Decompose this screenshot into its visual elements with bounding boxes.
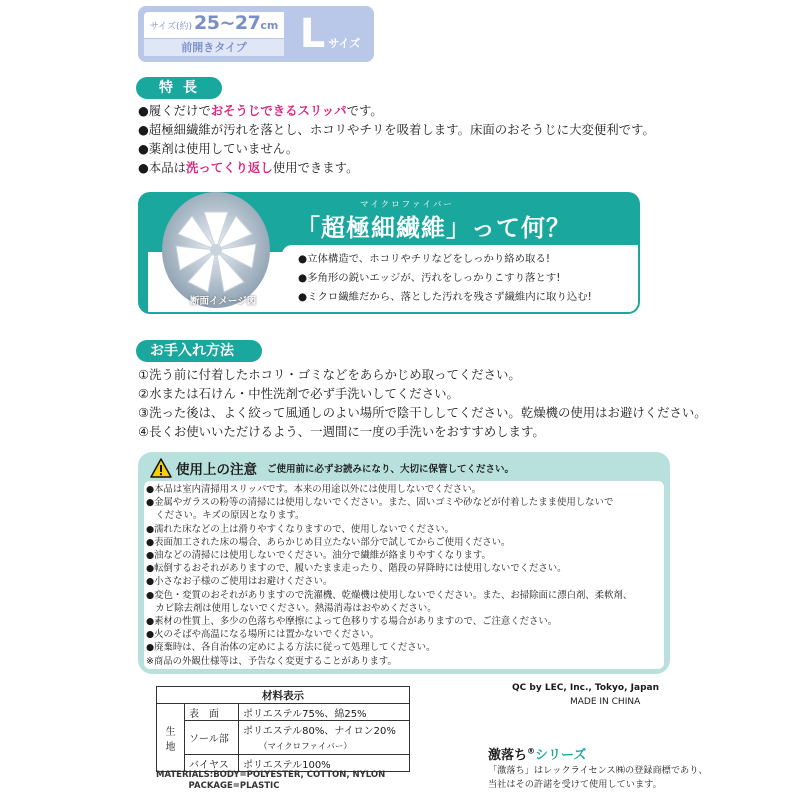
materials-part: 表 面 [185, 704, 239, 721]
caution-line: ●変色・変質のおそれがありますので洗濯機、乾燥機は使用しないでください。また、お掃除面に漂白剤、柔軟剤、 [146, 589, 633, 601]
feature-text: ●履くだけで [138, 103, 211, 118]
care-step: ②水または石けん・中性洗剤で必ず手洗いしてください。 [138, 386, 459, 401]
brand-logo: 激落ち®シリーズ [488, 746, 587, 763]
size-letter-box [286, 6, 374, 62]
caution-line: ください。キズの原因となります。 [146, 510, 305, 522]
care-step: ③洗った後は、よく絞って風通しのよい場所で陰干ししてください。乾燥機の使用はお避けください。 [138, 405, 707, 420]
care-heading: お手入れ方法 [136, 340, 262, 362]
table-row [157, 704, 410, 721]
table-row [157, 721, 410, 738]
caution-subtitle: ご使用前に必ずお読みになり、大切に保管してください。 [267, 464, 515, 475]
caution-line: ●濡れた床などの上は滑りやすくなりますので、使用しないでください。 [146, 523, 454, 535]
materials-part: バイヤス [185, 755, 239, 772]
size-range-row [144, 12, 284, 38]
caution-line: ●表面加工された床の場合、あらかじめ目立たない部分で試してからご使用ください。 [146, 536, 511, 548]
caution-header [150, 458, 514, 478]
materials-value: ポリエステル75%、綿25% [239, 704, 410, 721]
trademark-notice [488, 764, 708, 792]
feature-highlight: おそうじできるスリッパ [210, 103, 347, 118]
caution-line: ●火のそばや高温になる場所には置かないでください。 [146, 629, 380, 641]
brand-series: シリーズ [535, 748, 587, 763]
materials-header-row [157, 687, 410, 704]
feature-highlight: 洗ってくり返し [185, 160, 273, 175]
feature-item [138, 121, 655, 139]
microfiber-ruby: マイクロファイバー [360, 200, 454, 210]
microfiber-title: 「超極細繊維」って何？ [296, 214, 571, 242]
feature-text: ●薬剤は使用していません。 [138, 141, 299, 156]
size-badge [138, 6, 374, 62]
size-word: サイズ [328, 37, 361, 50]
size-info [144, 12, 284, 56]
materials-value: ポリエステル80%、ナイロン20% [239, 721, 410, 738]
warning-icon [150, 458, 172, 478]
feature-text: 使用できます。 [272, 160, 359, 175]
materials-value-sub: （マイクロファイバー） [239, 738, 410, 755]
caution-line: ※商品の外観仕様等は、予告なく変更することがあります。 [146, 655, 397, 667]
size-type: 前開きタイプ [144, 38, 284, 56]
materials-part: ソール部 [185, 721, 239, 755]
made-in-text: MADE IN CHINA [570, 697, 641, 707]
caution-line: ●金属やガラスの粉等の清掃には使用しないでください。また、固いゴミや砂などが付着したまま使用しないで [146, 497, 614, 509]
materials-header: 材料表示 [157, 687, 410, 704]
microfiber-point: ●多角形の鋭いエッジが、汚れをしっかりこすり落とす! [298, 272, 561, 284]
feature-item [138, 102, 383, 120]
caution-line: ●素材の性質上、多少の色落ちや摩擦によって色移りする場合がありますので、ご注意ください。 [146, 616, 558, 627]
caution-line: ●油などの清掃には使用しないでください。油分で繊維が絡まりやすくなります。 [146, 550, 491, 561]
caution-line: ●本品は室内清掃用スリッパです。本来の用途以外には使用しないでください。 [146, 484, 481, 495]
feature-item [138, 159, 358, 177]
trademark-line: 「激落ち」はレックライセンス㈱の登録商標であり、 [488, 765, 708, 776]
trademark-line: 当社はその許諾を受けて使用しています。 [488, 779, 662, 790]
feature-item [138, 140, 298, 158]
microfiber-point: ●ミクロ繊維だから、落とした汚れを残さず繊維内に取り込む! [298, 291, 592, 303]
brand-name: 激落ち [488, 748, 528, 763]
caution-line: ●廃棄時は、各自治体の定めによる方法に従って処理してください。 [146, 642, 436, 654]
feature-text: ●超極細繊維が汚れを落とし、ホコリやチリを吸着します。床面のおそうじに大変便利です。 [138, 122, 655, 137]
materials-english: MATERIALS:BODY=POLYESTER, COTTON, NYLON PACKAGE=PLASTIC [156, 770, 386, 791]
materials-value: ポリエステル100% [239, 755, 410, 772]
size-letter: L [299, 11, 326, 57]
size-unit: cm [260, 19, 279, 32]
materials-table [156, 686, 410, 772]
table-row [157, 755, 410, 772]
microfiber-point: ●立体構造で、ホコリやチリなどをしっかり絡め取る! [298, 253, 551, 265]
size-range: 25~27 [194, 12, 261, 34]
features-heading: 特長 [136, 77, 222, 99]
caution-line: カビ除去剤は使用しないでください。熱湯消毒はおやめください。 [146, 602, 437, 614]
care-step: ④長くお使いいただけるよう、一週間に一度の手洗いをおすすめします。 [138, 424, 545, 439]
caution-title: 使用上の注意 [176, 462, 257, 478]
caution-line: ●転倒するおそれがありますので、履いたまま走ったり、階段の昇降時には使用しないでください。 [146, 563, 567, 575]
caution-line: ●小さなお子様のご使用はお避けください。 [146, 576, 333, 588]
materials-sole-label: 生地 [157, 704, 185, 772]
care-step: ①洗う前に付着したホコリ・ゴミなどをあらかじめ取ってください。 [138, 367, 521, 382]
cross-section-caption: 断面イメージ図 [190, 296, 257, 307]
feature-text: です。 [346, 103, 383, 118]
qc-text: QC by LEC, Inc., Tokyo, Japan [512, 683, 659, 693]
size-label-small: サイズ(約) [149, 22, 192, 32]
feature-text: ●本品は [138, 160, 186, 175]
